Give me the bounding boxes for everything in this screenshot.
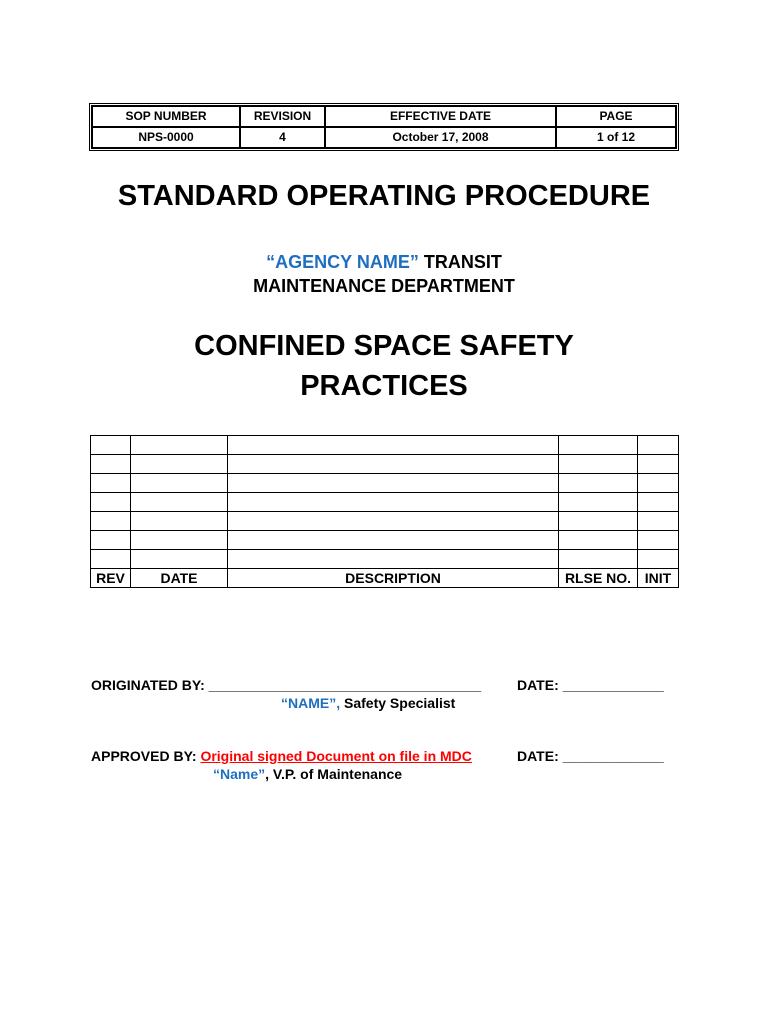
revision-empty-cell <box>91 474 131 493</box>
department-name: MAINTENANCE DEPARTMENT <box>253 276 515 296</box>
value-cell-sop-number: NPS-0000 <box>92 127 240 148</box>
revision-empty-cell <box>131 531 228 550</box>
revision-empty-row <box>91 436 679 455</box>
revision-empty-cell <box>131 474 228 493</box>
agency-block <box>0 250 768 298</box>
header-row <box>92 106 676 127</box>
revision-history-table <box>90 435 679 588</box>
revision-empty-cell <box>131 512 228 531</box>
revision-empty-cell <box>638 512 679 531</box>
revision-empty-cell <box>228 512 559 531</box>
revision-header-row <box>91 569 679 588</box>
originator-info <box>281 695 455 711</box>
revision-empty-row <box>91 550 679 569</box>
revision-empty-cell <box>638 474 679 493</box>
revision-col-rlse-no: RLSE NO. <box>559 569 638 588</box>
revision-empty-cell <box>559 436 638 455</box>
approver-info <box>213 766 402 782</box>
revision-empty-cell <box>638 550 679 569</box>
value-cell-revision: 4 <box>240 127 325 148</box>
revision-empty-cell <box>559 550 638 569</box>
sop-header-table <box>89 103 679 151</box>
approved-by-value: Original signed Document on file in MDC <box>200 748 472 764</box>
revision-empty-cell <box>228 455 559 474</box>
agency-suffix: TRANSIT <box>418 252 502 272</box>
value-cell-effective-date: October 17, 2008 <box>325 127 556 148</box>
approved-date-label: DATE: <box>517 748 559 764</box>
approved-date <box>517 748 664 764</box>
approver-role: , V.P. of Maintenance <box>265 766 403 782</box>
procedure-title <box>0 326 768 406</box>
revision-empty-cell <box>228 436 559 455</box>
revision-empty-cell <box>559 493 638 512</box>
originator-role: Safety Specialist <box>340 695 456 711</box>
approved-date-line[interactable]: _____________ <box>562 748 664 764</box>
originated-by-label: ORIGINATED BY: <box>91 677 205 693</box>
approved-by-line <box>91 748 472 764</box>
agency-name: “AGENCY NAME” <box>266 252 419 272</box>
revision-empty-cell <box>638 436 679 455</box>
revision-empty-cell <box>559 531 638 550</box>
approver-name: “Name” <box>213 766 266 782</box>
originator-name: “NAME”, <box>281 695 341 711</box>
revision-empty-cell <box>228 474 559 493</box>
revision-empty-cell <box>91 512 131 531</box>
revision-empty-row <box>91 455 679 474</box>
revision-empty-cell <box>228 531 559 550</box>
revision-empty-cell <box>131 550 228 569</box>
revision-empty-cell <box>228 550 559 569</box>
procedure-title-line-2: PRACTICES <box>300 370 468 402</box>
revision-empty-cell <box>91 550 131 569</box>
revision-col-init: INIT <box>638 569 679 588</box>
revision-empty-cell <box>131 493 228 512</box>
revision-empty-row <box>91 512 679 531</box>
originated-by-line <box>91 677 481 693</box>
revision-empty-cell <box>559 474 638 493</box>
revision-empty-cell <box>131 455 228 474</box>
value-row <box>92 127 676 148</box>
revision-empty-cell <box>638 455 679 474</box>
originated-date <box>517 677 664 693</box>
header-cell-sop-number: SOP NUMBER <box>92 106 240 127</box>
revision-col-date: DATE <box>131 569 228 588</box>
header-cell-effective-date: EFFECTIVE DATE <box>325 106 556 127</box>
revision-empty-cell <box>559 455 638 474</box>
revision-empty-cell <box>131 436 228 455</box>
revision-col-description: DESCRIPTION <box>228 569 559 588</box>
header-cell-revision: REVISION <box>240 106 325 127</box>
value-cell-page: 1 of 12 <box>556 127 676 148</box>
revision-empty-cell <box>228 493 559 512</box>
revision-empty-cell <box>91 493 131 512</box>
revision-empty-cell <box>91 455 131 474</box>
revision-empty-row <box>91 493 679 512</box>
revision-col-rev: REV <box>91 569 131 588</box>
procedure-title-line-1: CONFINED SPACE SAFETY <box>194 330 574 362</box>
originated-date-label: DATE: <box>517 677 559 693</box>
agency-line-1 <box>0 250 768 274</box>
originated-by-signature-line[interactable]: ___________________________________ <box>208 677 482 693</box>
revision-empty-row <box>91 474 679 493</box>
approved-by-label: APPROVED BY: <box>91 748 197 764</box>
revision-empty-row <box>91 531 679 550</box>
revision-empty-cell <box>91 436 131 455</box>
revision-empty-cell <box>638 531 679 550</box>
revision-empty-cell <box>638 493 679 512</box>
document-title: STANDARD OPERATING PROCEDURE <box>117 180 651 212</box>
revision-empty-cell <box>559 512 638 531</box>
header-cell-page: PAGE <box>556 106 676 127</box>
revision-empty-cell <box>91 531 131 550</box>
originated-date-line[interactable]: _____________ <box>562 677 664 693</box>
